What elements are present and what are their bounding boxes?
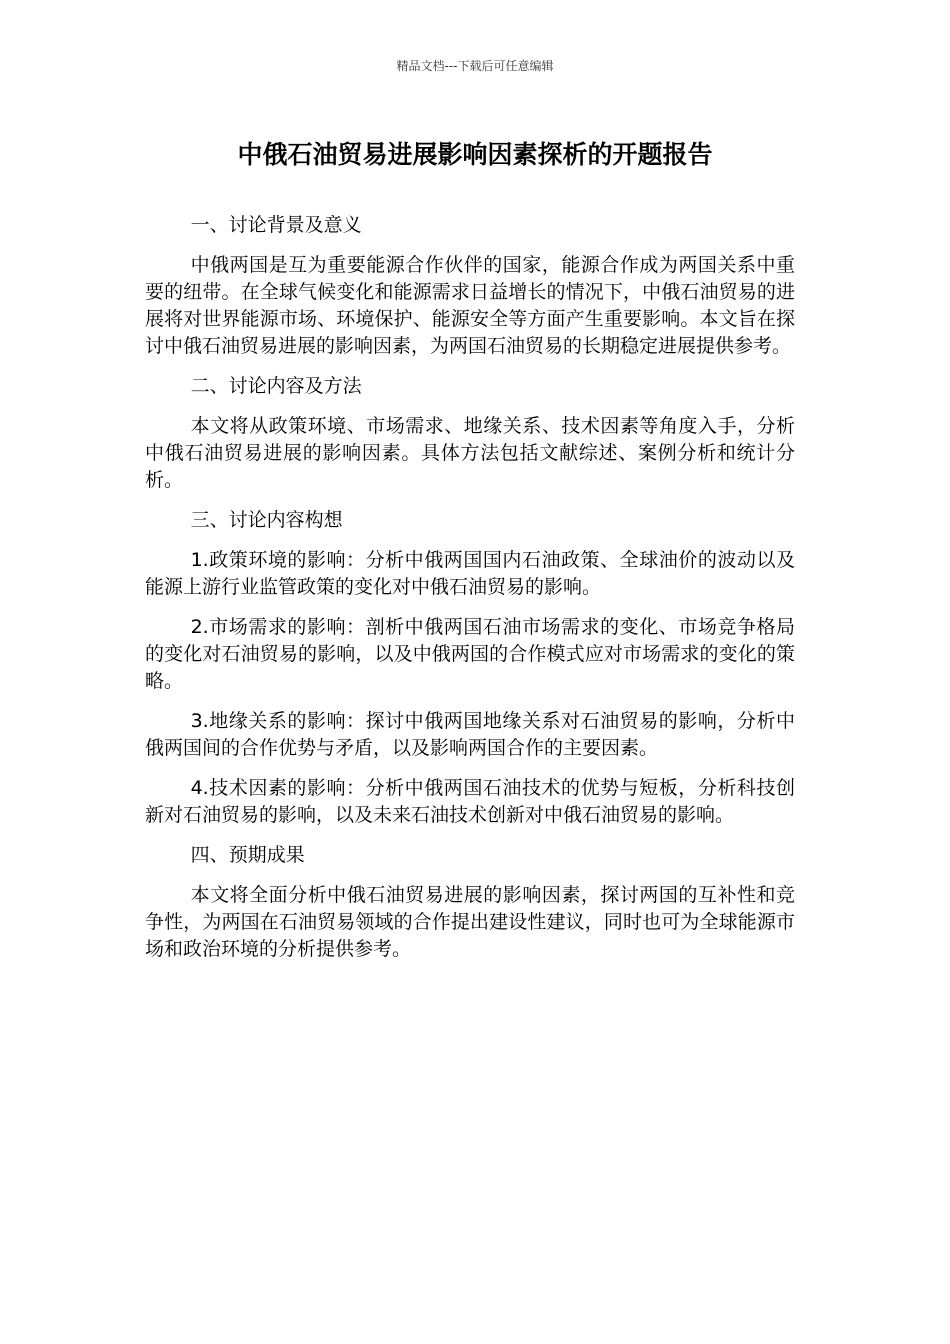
section-background	[145, 212, 795, 360]
section-heading: 四、预期成果	[190, 844, 305, 866]
document-title: 中俄石油贸易进展影响因素探析的开题报告	[237, 140, 713, 169]
section-method	[145, 373, 795, 494]
section-heading: 三、讨论内容构想	[190, 509, 343, 531]
paragraph: 本文将从政策环境、市场需求、地缘关系、技术因素等角度入手，分析中俄石油贸易进展的影响因素。具体方法包括文献综述、案例分析和统计分析。	[145, 415, 795, 491]
section-outline	[145, 507, 795, 829]
paragraph: 2.市场需求的影响：剖析中俄两国石油市场需求的变化、市场竞争格局的变化对石油贸易的影响，以及中俄两国的合作模式应对市场需求的变化的策略。	[145, 616, 795, 692]
section-heading: 二、讨论内容及方法	[190, 375, 362, 397]
paragraph: 本文将全面分析中俄石油贸易进展的影响因素，探讨两国的互补性和竞争性，为两国在石油贸易领域的合作提出建设性建议，同时也可为全球能源市场和政治环境的分析提供参考。	[145, 884, 795, 960]
paragraph: 4.技术因素的影响：分析中俄两国石油技术的优势与短板，分析科技创新对石油贸易的影响，以及未来石油技术创新对中俄石油贸易的影响。	[145, 777, 795, 826]
paragraph: 中俄两国是互为重要能源合作伙伴的国家，能源合作成为两国关系中重要的纽带。在全球气候变化和能源需求日益增长的情况下，中俄石油贸易的进展将对世界能源市场、环境保护、能源安全等方面产生重要影响。本文旨在探讨中俄石油贸易进展的影响因素，为两国石油贸易的长期稳定进展提供参考。	[145, 254, 795, 357]
paragraph: 1.政策环境的影响：分析中俄两国国内石油政策、全球油价的波动以及能源上游行业监管政策的变化对中俄石油贸易的影响。	[145, 549, 795, 598]
section-heading: 一、讨论背景及意义	[190, 214, 362, 236]
section-expected-results	[145, 842, 795, 963]
document-body	[145, 212, 795, 976]
page-header: 精品文档---下载后可任意编辑	[396, 59, 554, 73]
paragraph: 3.地缘关系的影响：探讨中俄两国地缘关系对石油贸易的影响，分析中俄两国间的合作优势与矛盾，以及影响两国合作的主要因素。	[145, 710, 795, 759]
